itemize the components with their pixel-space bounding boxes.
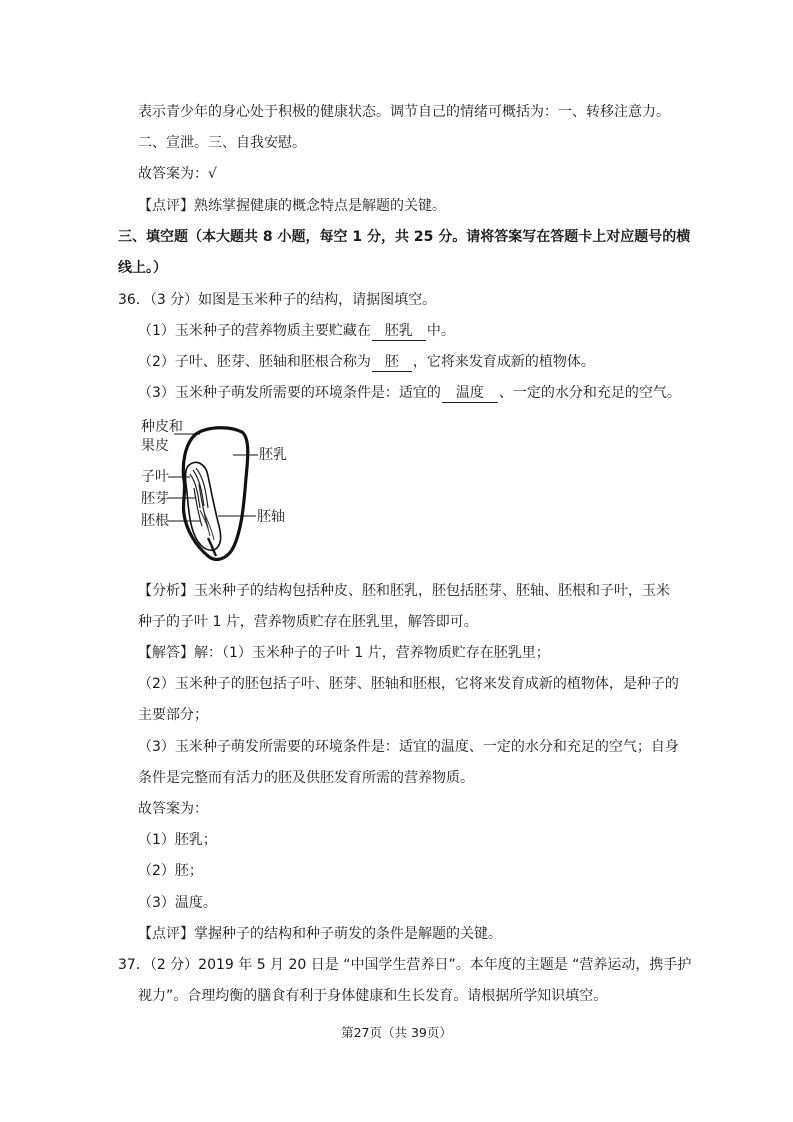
answer-item-2: （2）胚；: [138, 863, 203, 879]
part-2-suffix: ，它将来发育成新的植物体。: [412, 354, 595, 370]
text-line: 表示青少年的身心处于积极的健康状态。调节自己的情绪可概括为：一、转移注意力。: [138, 104, 670, 120]
label-hypocotyl: 胚轴: [257, 509, 285, 525]
answer-blank-2: 胚: [372, 354, 412, 372]
label-seed-coat-line2: 果皮: [141, 438, 169, 454]
answer-item-1: （1）胚乳；: [138, 832, 217, 848]
part-3-suffix: 、一定的水分和充足的空气。: [498, 385, 681, 401]
solution-line: （3）玉米种子萌发所需要的环境条件是：适宜的温度、一定的水分和充足的空气；自身: [138, 739, 679, 755]
solution-line: （2）玉米种子的胚包括子叶、胚芽、胚轴和胚根，它将来发育成新的植物体，是种子的: [138, 676, 679, 692]
label-plumule: 胚芽: [141, 491, 169, 507]
part-1-prefix: （1）玉米种子的营养物质主要贮藏在: [138, 323, 371, 339]
part-1-suffix: 中。: [426, 323, 455, 339]
part-3-prefix: （3）玉米种子萌发所需要的环境条件是：适宜的: [138, 385, 441, 401]
answer-line: 故答案为：√: [138, 166, 217, 182]
question-37: 37．（2 分）2019 年 5 月 20 日是 “中国学生营养日”。本年度的主题是 “营养运动，携手护: [118, 957, 692, 973]
answer-blank-1: 胚乳: [372, 323, 426, 341]
answer-blank-3: 温度: [442, 385, 498, 403]
question-36: 36．（3 分）如图是玉米种子的结构，请据图填空。: [118, 292, 437, 308]
label-radicle: 胚根: [141, 513, 169, 529]
question-36-part-3: [138, 383, 681, 403]
solution-line: 条件是完整而有活力的胚及供胚发育所需的营养物质。: [138, 770, 474, 786]
part-2-prefix: （2）子叶、胚芽、胚轴和胚根合称为: [138, 354, 371, 370]
question-37-cont: 视力”。合理均衡的膳食有利于身体健康和生长发育。请根据所学知识填空。: [138, 988, 608, 1004]
question-36-part-2: [138, 352, 595, 372]
label-cotyledon: 子叶: [141, 469, 169, 485]
label-endosperm: 胚乳: [259, 447, 287, 463]
section-heading: 三、填空题（本大题共 8 小题，每空 1 分，共 25 分。请将答案写在答题卡上对应题号的横: [118, 229, 691, 245]
comment-line: 【点评】熟练掌握健康的概念特点是解题的关键。: [138, 198, 446, 214]
comment-line: 【点评】掌握种子的结构和种子萌发的条件是解题的关键。: [138, 926, 502, 942]
analysis-line-cont: 种子的子叶 1 片，营养物质贮存在胚乳里，解答即可。: [138, 614, 478, 630]
solution-line: 【解答】解：（1）玉米种子的子叶 1 片，营养物质贮存在胚乳里；: [138, 645, 550, 661]
question-36-part-1: [138, 321, 455, 341]
analysis-line: 【分析】玉米种子的结构包括种皮、胚和胚乳，胚包括胚芽、胚轴、胚根和子叶，玉米: [138, 583, 670, 599]
page-footer: 第27页（共 39页）: [341, 1025, 452, 1040]
solution-line: 主要部分；: [138, 707, 208, 723]
text-line: 二、宣泄。三、自我安慰。: [138, 135, 306, 151]
label-seed-coat-line1: 种皮和: [141, 419, 183, 435]
answer-heading: 故答案为：: [138, 801, 208, 817]
section-heading-cont: 线上。）: [118, 260, 167, 276]
answer-item-3: （3）温度。: [138, 895, 217, 911]
